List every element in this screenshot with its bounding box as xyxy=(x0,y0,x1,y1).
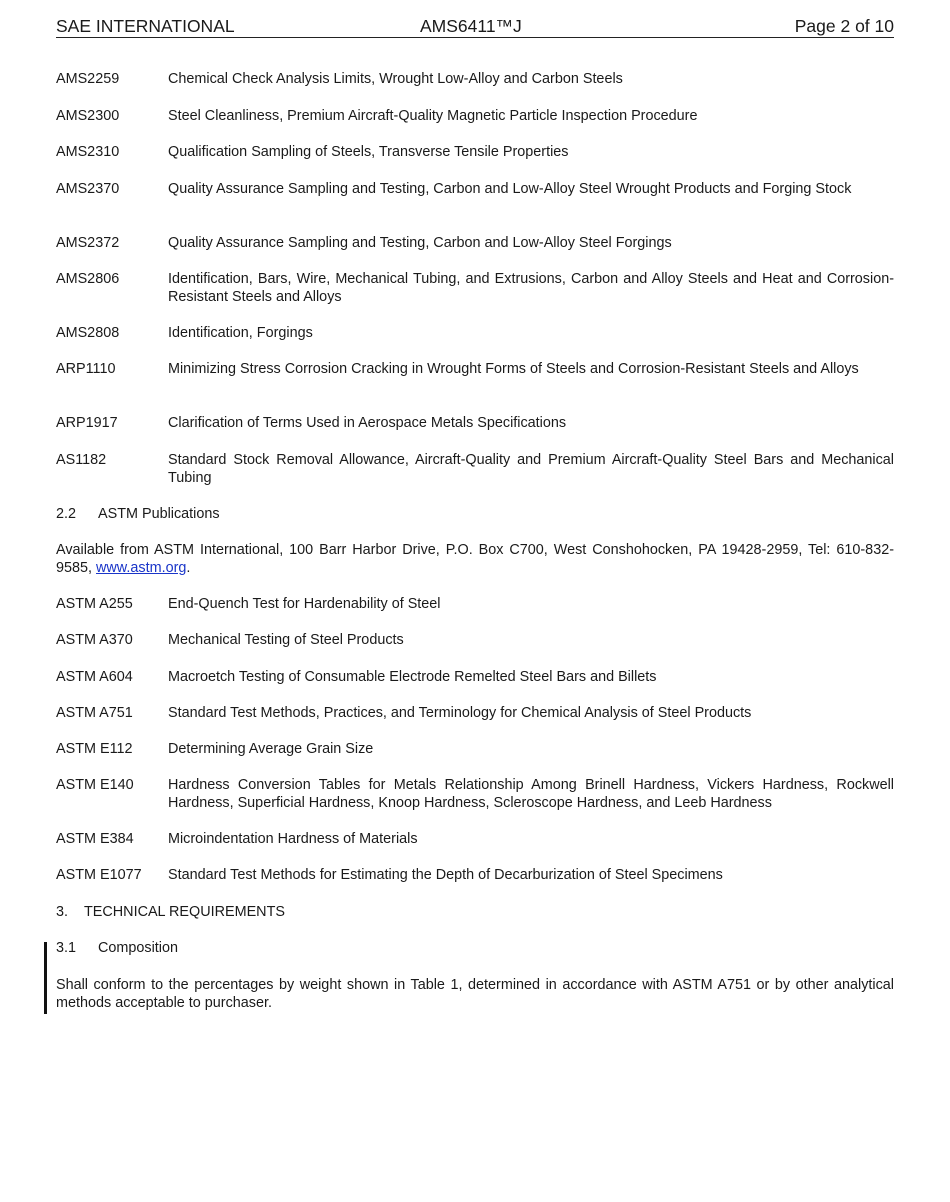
reference-title: Standard Stock Removal Allowance, Aircraft-Quality and Premium Aircraft-Quality Steel Bars and Mechanical Tubing xyxy=(168,452,894,486)
reference-code: AMS2806 xyxy=(56,271,120,287)
header-document-id: AMS6411™J xyxy=(420,16,522,36)
section-heading-composition xyxy=(56,939,178,957)
reference-entry xyxy=(56,324,894,342)
reference-code: ASTM A751 xyxy=(56,705,133,721)
reference-code: AMS2372 xyxy=(56,235,120,251)
reference-title: Quality Assurance Sampling and Testing, Carbon and Low-Alloy Steel Wrought Products and Forging Stock xyxy=(168,181,852,197)
astm-intro-text: Available from ASTM International, 100 Barr Harbor Drive, P.O. Box C700, West Conshohocken, PA 19428-2959, Tel: 610-832-9585, xyxy=(56,542,894,576)
section-heading-astm xyxy=(56,505,220,523)
reference-title: Hardness Conversion Tables for Metals Relationship Among Brinell Hardness, Vickers Hardness, Rockwell Hardness, Superficial Hardness, Knoop Hardness, Scleroscope Hardness, and Leeb Hardness xyxy=(168,777,894,811)
reference-title: Mechanical Testing of Steel Products xyxy=(168,632,404,648)
reference-title: Determining Average Grain Size xyxy=(168,741,374,757)
reference-title: Microindentation Hardness of Materials xyxy=(168,831,418,847)
astm-availability-paragraph xyxy=(56,541,894,577)
header-organization: SAE INTERNATIONAL xyxy=(56,16,235,36)
section-title: ASTM Publications xyxy=(98,506,220,522)
reference-entry xyxy=(56,668,894,686)
reference-entry xyxy=(56,866,894,884)
reference-title: Identification, Bars, Wire, Mechanical Tubing, and Extrusions, Carbon and Alloy Steels and Heat and Corrosion-Resistant Steels and Alloys xyxy=(168,271,894,305)
reference-title: Steel Cleanliness, Premium Aircraft-Quality Magnetic Particle Inspection Procedure xyxy=(168,108,698,124)
reference-entry xyxy=(56,143,894,161)
reference-code: ASTM E140 xyxy=(56,777,134,793)
astm-intro-end: . xyxy=(186,560,191,576)
revision-change-bar xyxy=(44,942,47,1014)
reference-code: ASTM E112 xyxy=(56,741,133,757)
header-page-number: Page 2 of 10 xyxy=(794,16,894,36)
reference-code: ARP1110 xyxy=(56,361,116,377)
reference-code: AS1182 xyxy=(56,452,107,468)
reference-entry xyxy=(56,776,894,812)
reference-title: Minimizing Stress Corrosion Cracking in Wrought Forms of Steels and Corrosion-Resistant Steels and Alloys xyxy=(168,361,859,377)
reference-entry xyxy=(56,107,894,125)
reference-code: ASTM A604 xyxy=(56,669,133,685)
section-heading-technical xyxy=(56,903,285,921)
reference-title: Standard Test Methods for Estimating the Depth of Decarburization of Steel Specimens xyxy=(168,867,723,883)
section-number: 3. xyxy=(56,904,69,920)
reference-code: AMS2808 xyxy=(56,325,120,341)
section-title: TECHNICAL REQUIREMENTS xyxy=(84,904,285,920)
reference-code: ASTM A370 xyxy=(56,632,133,648)
reference-title: Chemical Check Analysis Limits, Wrought Low-Alloy and Carbon Steels xyxy=(168,71,623,87)
reference-code: AMS2300 xyxy=(56,108,120,124)
reference-code: AMS2259 xyxy=(56,71,120,87)
reference-title: Identification, Forgings xyxy=(168,325,313,341)
reference-title: Macroetch Testing of Consumable Electrode Remelted Steel Bars and Billets xyxy=(168,669,657,685)
section-number: 2.2 xyxy=(56,506,77,522)
reference-entry xyxy=(56,180,894,198)
composition-paragraph: Shall conform to the percentages by weight shown in Table 1, determined in accordance with ASTM A751 or by other analytical methods acceptable to purchaser. xyxy=(56,977,894,1011)
page-header xyxy=(56,16,894,38)
reference-entry xyxy=(56,631,894,649)
reference-entry xyxy=(56,740,894,758)
reference-entry xyxy=(56,704,894,722)
reference-title: Clarification of Terms Used in Aerospace Metals Specifications xyxy=(168,415,567,431)
reference-code: ASTM A255 xyxy=(56,596,133,612)
reference-entry xyxy=(56,70,894,88)
reference-code: AMS2370 xyxy=(56,181,120,197)
reference-code: ASTM E1077 xyxy=(56,867,142,883)
reference-title: Qualification Sampling of Steels, Transverse Tensile Properties xyxy=(168,144,569,160)
reference-entry xyxy=(56,414,894,432)
astm-website-link[interactable]: www.astm.org xyxy=(96,560,187,576)
reference-entry xyxy=(56,270,894,306)
section-number: 3.1 xyxy=(56,940,77,956)
reference-entry xyxy=(56,451,894,487)
reference-entry xyxy=(56,234,894,252)
reference-code: ARP1917 xyxy=(56,415,118,431)
reference-title: Standard Test Methods, Practices, and Terminology for Chemical Analysis of Steel Products xyxy=(168,705,752,721)
reference-code: ASTM E384 xyxy=(56,831,134,847)
section-title: Composition xyxy=(98,940,178,956)
reference-title: End-Quench Test for Hardenability of Steel xyxy=(168,596,441,612)
reference-code: AMS2310 xyxy=(56,144,120,160)
reference-entry xyxy=(56,595,894,613)
reference-title: Quality Assurance Sampling and Testing, Carbon and Low-Alloy Steel Forgings xyxy=(168,235,672,251)
reference-entry xyxy=(56,830,894,848)
reference-entry xyxy=(56,360,894,378)
